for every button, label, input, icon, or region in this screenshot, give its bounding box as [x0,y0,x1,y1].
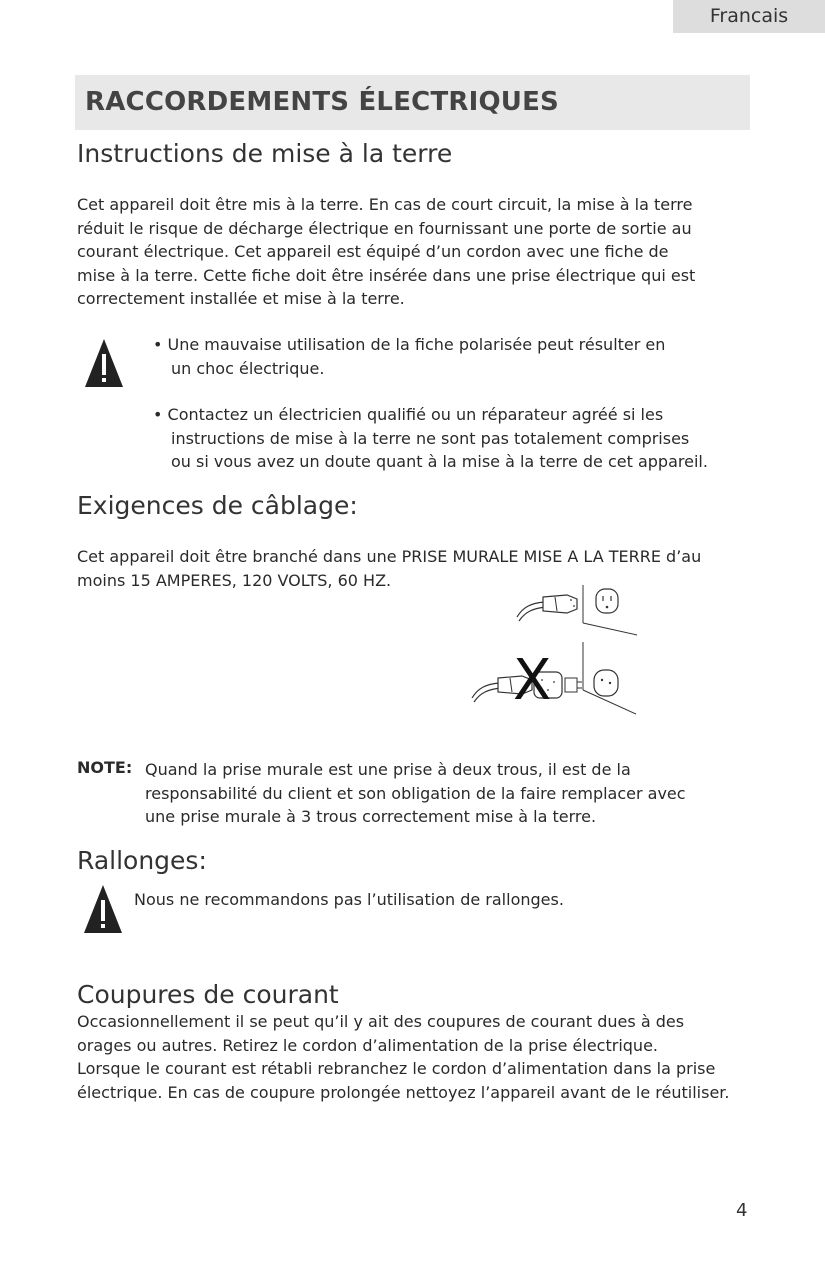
bullet-text: • Contactez un électricien qualifié ou un réparateur agréé si les [153,405,664,424]
text-line: responsabilité du client et son obligation de la faire remplacer avec [145,783,686,803]
grounded-plug-illustration [515,585,640,640]
wiring-paragraph [77,545,757,592]
text-line: correctement installée et mise à la terre. [77,289,405,308]
extension-text: Nous ne recommandons pas l’utilisation de rallonges. [134,890,564,909]
bullet-text: • Une mauvaise utilisation de la fiche polarisée peut résulter en [153,335,666,354]
text-line: orages ou autres. Retirez le cordon d’alimentation de la prise électrique. [77,1035,658,1055]
page-number: 4 [736,1200,748,1221]
text-line: une prise murale à 3 trous correctement mise à la terre. [145,807,597,826]
warning-bullet-electrician [153,403,773,474]
note-text [145,758,765,829]
text-line: mise à la terre. Cette fiche doit être insérée dans une prise électrique qui est [77,265,696,285]
text-line: électrique. En cas de coupure prolongée nettoyez l’appareil avant de le réutiliser. [77,1082,730,1102]
text-line: courant électrique. Cet appareil est équipé d’un cordon avec une fiche de [77,242,669,261]
wiring-heading: Exigences de câblage: [77,491,358,520]
outage-paragraph [77,1010,767,1104]
text-line: Cet appareil doit être mis à la terre. En cas de court circuit, la mise à la terre [77,195,693,214]
bullet-text: instructions de mise à la terre ne sont pas totalement comprises [171,428,690,448]
text-line: Lorsque le courant est rétabli rebranchez le cordon d’alimentation dans la prise [77,1059,716,1078]
language-tab: Francais [673,0,825,33]
prohibited-x-mark: X [513,648,552,713]
text-line: Quand la prise murale est une prise à deux trous, il est de la [145,760,631,779]
warning-bullet-polarized [153,333,753,380]
text-line: réduit le risque de décharge électrique en fournissant une porte de sortie au [77,218,692,238]
text-line: Occasionnellement il se peut qu’il y ait des coupures de courant dues à des [77,1012,685,1031]
section-banner [75,75,750,130]
grounding-heading: Instructions de mise à la terre [77,139,453,168]
text-line: moins 15 AMPERES, 120 VOLTS, 60 HZ. [77,570,392,590]
bullet-text: un choc électrique. [171,358,325,378]
text-line: Cet appareil doit être branché dans une PRISE MURALE MISE A LA TERRE d’au [77,547,702,566]
grounding-paragraph [77,193,757,311]
outage-heading: Coupures de courant [77,980,339,1009]
warning-triangle-icon [82,883,124,935]
warning-triangle-icon [83,337,125,389]
extension-heading: Rallonges: [77,846,207,875]
adapter-plug-illustration [470,642,640,718]
note-label: NOTE: [77,758,133,777]
bullet-text: ou si vous avez un doute quant à la mise à la terre de cet appareil. [171,452,708,471]
page-title: RACCORDEMENTS ÉLECTRIQUES [85,87,559,117]
